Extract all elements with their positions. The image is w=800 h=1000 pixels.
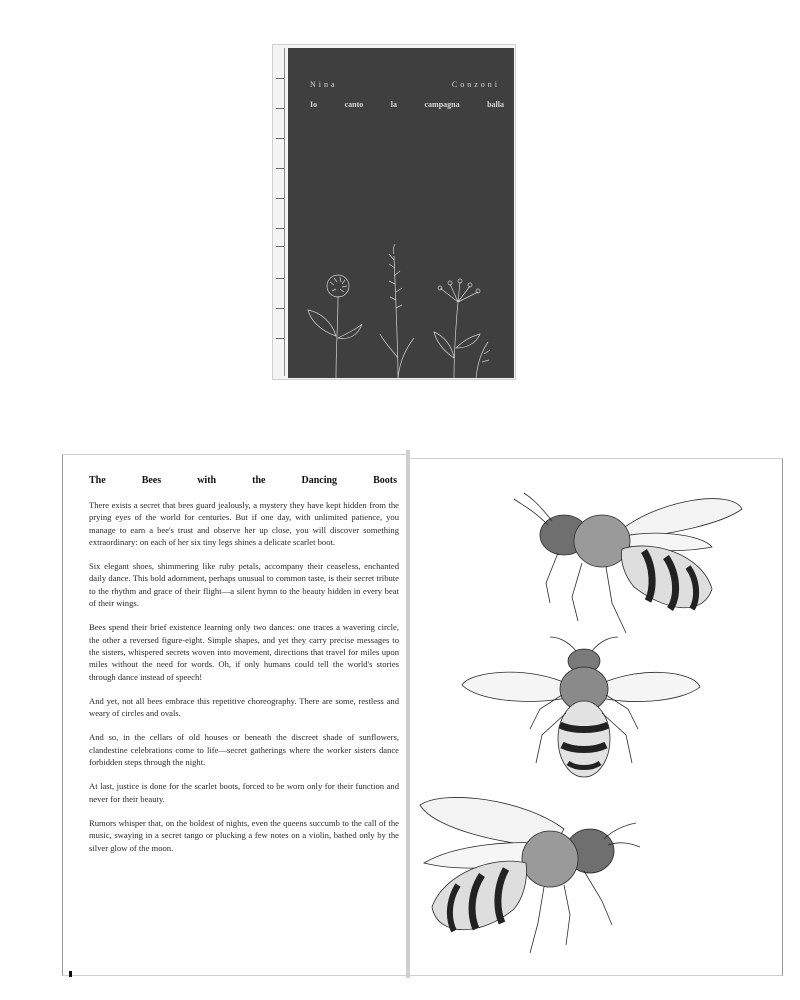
author-first-name: Nina — [310, 80, 338, 89]
story-title-word: the — [252, 475, 266, 486]
bee-side-view-icon — [414, 789, 644, 969]
bee-side-view-icon — [502, 479, 752, 649]
cover-panel — [288, 48, 514, 378]
cover-title-word: canto — [344, 100, 364, 109]
cover-title-word: balla — [487, 100, 504, 109]
open-book-spread — [62, 450, 786, 978]
story-paragraph: Rumors whisper that, on the boldest of nights, even the queens succumb to the call of the music, swaying in a secret tango or plucking a few notes on a violin, bathed only by the silver glow of the moon. — [89, 817, 399, 853]
cover-title-word: la — [390, 100, 397, 109]
story-title-word: with — [197, 475, 217, 486]
story-paragraph: Bees spend their brief existence learning only two dances: one traces a wavering circle, the other a reversed figure-eight. Simple shapes, and yet they carry precise messages to the sisters, whispered secrets woven into movement, directions that travel for miles upon miles without the need for words. Oh, if only humans could tell the world's stories through dance instead of speech! — [89, 622, 399, 682]
story-title-word: Dancing — [301, 475, 338, 486]
cover-title-word: campagna — [424, 100, 460, 109]
story-paragraph: And yet, not all bees embrace this repetitive choreography. There are some, restless and weary of circles and ovals. — [89, 695, 399, 719]
bee-top-view-icon — [450, 635, 710, 785]
story-paragraph: There exists a secret that bees guard jealously, a mystery they have kept hidden from the prying eyes of the world for centuries. But if one day, with unlimited patience, you manage to earn a bee's trust and observe her up close, you will discover something extraordinary: on each of her six tiny legs shines a delicate scarlet boot. — [89, 500, 399, 547]
story-title-word: Boots — [373, 475, 397, 486]
left-page — [62, 454, 407, 976]
author-last-name: Conzoni — [451, 80, 500, 89]
story-paragraph: Six elegant shoes, shimmering like ruby petals, accompany their ceaseless, enchanted daily dance. This bold adornment, perhaps unusual to common taste, is their secret tribute to the rhythm and grace of their flight—a silent hymn to the beauty hidden in every beat of their wings. — [89, 561, 399, 609]
story-body — [89, 499, 399, 866]
wildflower-illustration-icon — [288, 238, 514, 378]
story-title — [89, 475, 397, 486]
story-paragraph: At last, justice is done for the scarlet boots, forced to be worn only for their function and never for their beauty. — [89, 781, 399, 804]
cover-title-word: Io — [310, 100, 318, 109]
spine-stitching — [276, 48, 285, 376]
story-paragraph: And so, in the cellars of old houses or beneath the discreet shade of sunflowers, clandestine celebrations come to life—secret gatherings where the worker sisters dance forbidden steps through the night. — [89, 732, 399, 768]
page-mark — [69, 971, 72, 977]
cover-title — [310, 100, 504, 109]
story-title-word: Bees — [141, 475, 162, 486]
right-page — [410, 458, 783, 976]
story-title-word: The — [89, 475, 106, 486]
